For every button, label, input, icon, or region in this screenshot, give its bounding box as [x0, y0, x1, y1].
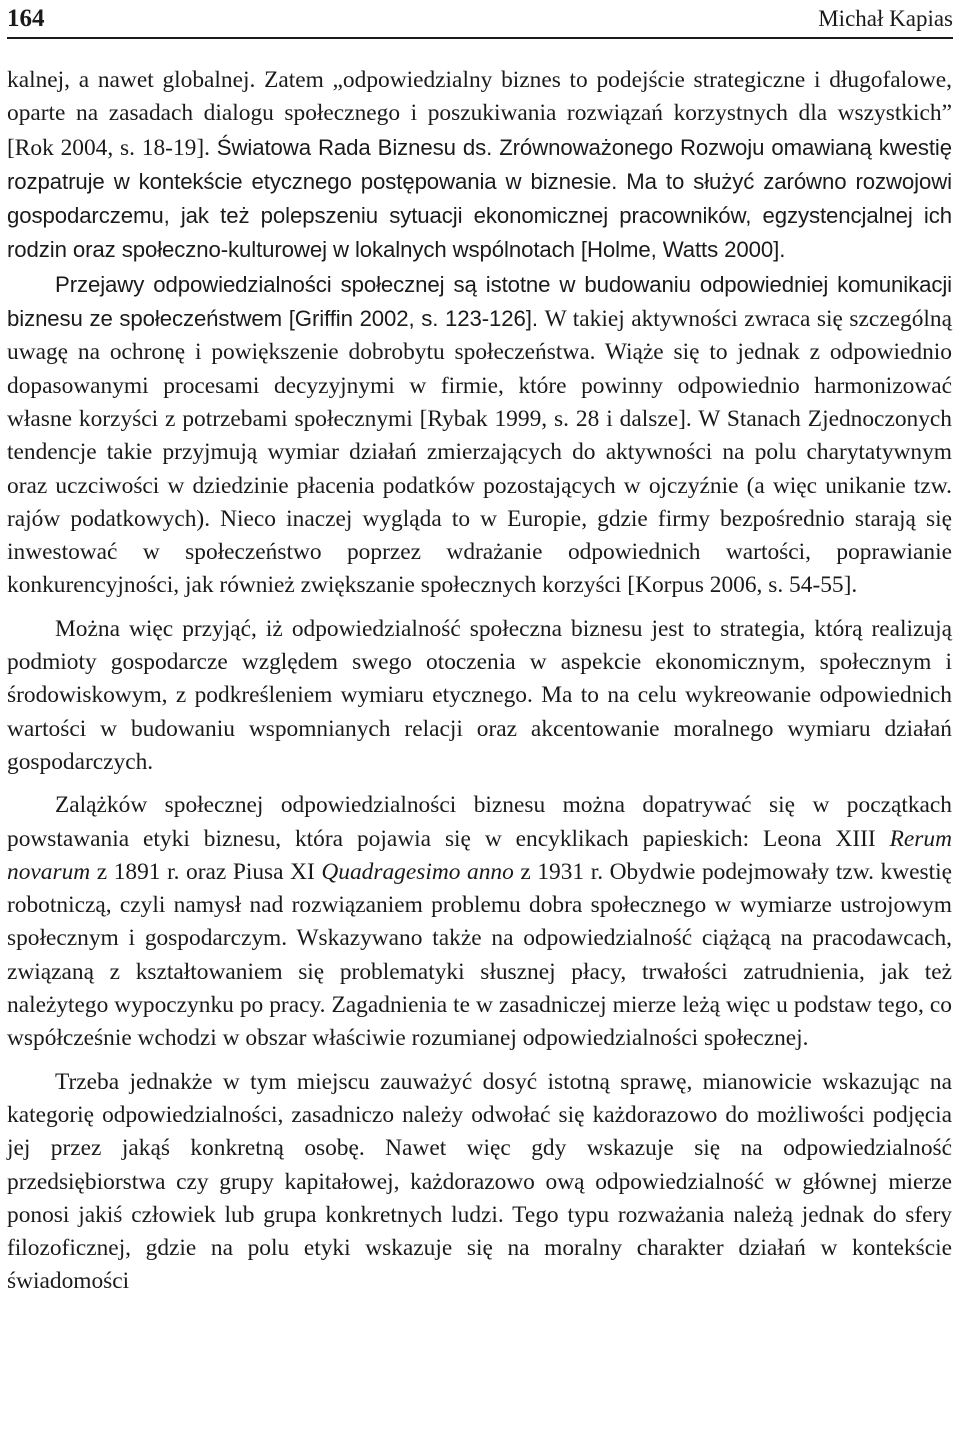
paragraph-2-part-a: Przejawy odpowiedzialności społecznej są istotne w budowaniu odpowiedniej komunikacji biznesu ze społeczeństwem [Griffin 2002, s. 123-126]. [7, 271, 952, 332]
paragraph-1-part-b: Światowa Rada Biznesu ds. Zrównoważonego Rozwoju omawianą kwestię rozpatruje w kontekście etycznego postępowania w biznesie. Ma to służyć zarówno rozwojowi gospodarczemu, jak też polepszeniu sytuacji ekonomicznej pracowników, egzystencjalnej ich rodzin oraz społeczno-kulturowej w lokalnych wspólnotach [Holme, Watts 2000]. [7, 134, 952, 263]
paragraph-1-part-a: kalnej, a nawet globalnej. Zatem „odpowiedzialny biznes to podejście strategiczne i długofalowe, oparte na zasadach dialogu społecznego i poszukiwania rozwiązań korzystnych dla wszystkich” [Rok 2004, s. 18-19]. [7, 67, 952, 161]
paragraph-2-part-b: W takiej aktywności zwraca się szczególną uwagę na ochronę i powiększenie dobrobytu społeczeństwa. [7, 306, 952, 366]
paragraph-4 [7, 789, 952, 1055]
paragraph-4-part-b: z 1891 r. oraz Piusa XI [90, 858, 322, 885]
encyclical-title-rerum-novarum: Rerum novarum [7, 825, 952, 885]
page-header [7, 0, 953, 39]
page-number: 164 [7, 4, 45, 32]
paragraph-5: Trzeba jednakże w tym miejscu zauważyć dosyć istotną sprawę, mianowicie wskazując na kategorię odpowiedzialności, zasadniczo należy odwołać się każdorazowo do możliwości podjęcia jej przez jakąś konkretną osobę. Nawet więc gdy wskazuje się na odpowiedzialność przedsiębiorstwa czy grupy kapitałowej, każdorazowo ową odpowiedzialność w głównej mierze ponosi jakiś człowiek lub grupa konkretnych ludzi. Tego typu rozważania należą jednak do sfery filozoficznej, gdzie na polu etyki wskazuje się na moralny charakter działań w kontekście świadomości [7, 1068, 952, 1295]
paragraph-2 [7, 268, 952, 603]
encyclical-title-quadragesimo-anno: Quadragesimo anno [321, 858, 514, 885]
body-text [7, 64, 952, 1299]
paragraph-1 [7, 64, 952, 268]
running-head-author: Michał Kapias [818, 5, 953, 31]
paragraph-2-part-c: Wiąże się to jednak z odpowiednio dopasowanymi procesami decyzyjnymi w firmie, które powinny odpowiednio harmonizować własne korzyści z potrzebami społecznymi [Rybak 1999, s. 28 i dalsze]. W Stanach Zjednoczonych tendencje takie przyjmują wymiar działań zmierzających do aktywności na polu charytatywnym oraz uczciwości w dziedzinie płacenia podatków pozostających w ojczyźnie (a więc unikanie tzw. rajów podatkowych). Nieco inaczej wygląda to w Europie, gdzie firmy bezpośrednio starają się inwestować w społeczeństwo poprzez wdrażanie odpowiednich wartości, poprawianie konkurencyjności, jak również zwiększanie społecznych korzyści [Korpus 2006, s. 54-55]. [7, 339, 952, 599]
paragraph-4-part-c: z 1931 r. Obydwie podejmowały tzw. kwestię robotniczą, czyli namysł nad rozwiązaniem problemu dobra społecznego w wymiarze ustrojowym społecznym i gospodarczym. Wskazywano także na odpowiedzialność ciążącą na pracodawcach, związaną z kształtowaniem się problematyki słusznej płacy, trwałości zatrudnienia, jak też należytego wypoczynku po pracy. Zagadnienia te w zasadniczej mierze leżą więc u podstaw tego, co współcześnie wchodzi w obszar właściwie rozumianej odpowiedzialności społecznej. [7, 858, 952, 1052]
paragraph-3: Można więc przyjąć, iż odpowiedzialność społeczna biznesu jest to strategia, którą realizują podmioty gospodarcze względem swego otoczenia w aspekcie ekonomicznym, społecznym i środowiskowym, z podkreśleniem wymiaru etycznego. Ma to na celu wykreowanie odpowiednich wartości w budowaniu wspomnianych relacji oraz akcentowanie moralnego wymiaru działań gospodarczych. [7, 615, 952, 775]
paragraph-4-part-a: Zalążków społecznej odpowiedzialności biznesu można dopatrywać się w początkach powstawania etyki biznesu, która pojawia się w encyklikach papieskich: Leona XIII [7, 792, 952, 852]
